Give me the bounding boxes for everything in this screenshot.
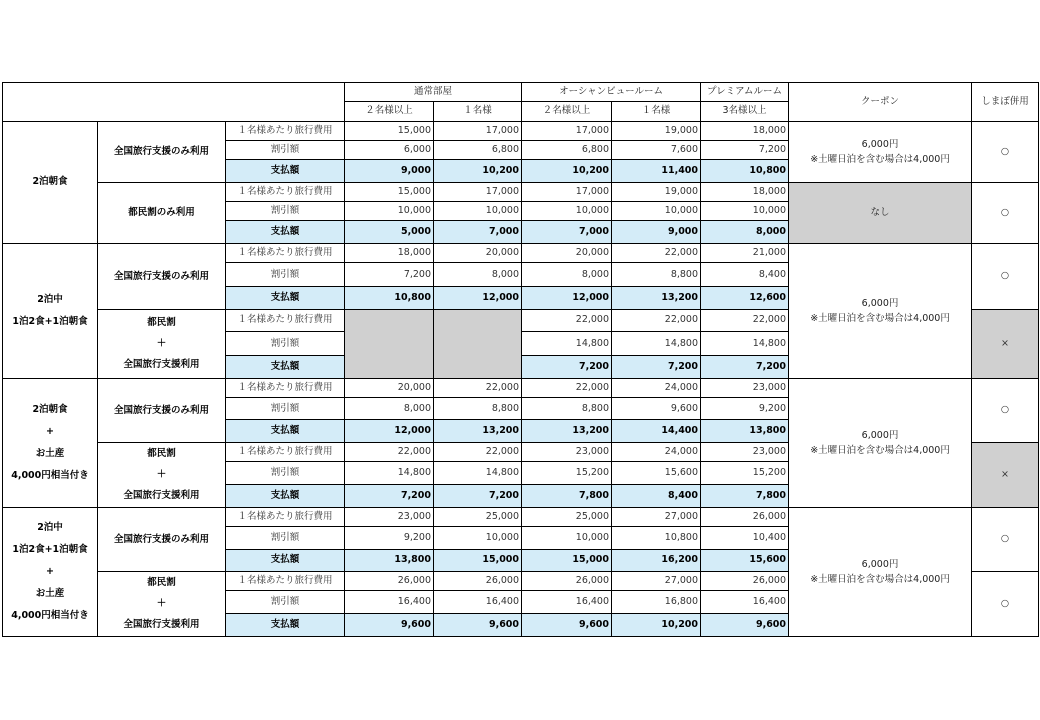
header-normal-two-plus: ２名様以上 <box>345 102 434 121</box>
cell-value: 26,000 <box>345 571 434 591</box>
row-label-pay: 支払額 <box>226 549 345 571</box>
cell-value: 6,000 <box>345 140 434 159</box>
shimapo-ng: × <box>972 442 1039 507</box>
cell-value: 17,000 <box>522 182 612 201</box>
header-coupon: クーポン <box>789 83 972 122</box>
cell-value: 27,000 <box>612 571 701 591</box>
cell-value: 10,000 <box>434 201 522 220</box>
cell-value: 26,000 <box>701 507 789 526</box>
cell-value: 18,000 <box>701 121 789 140</box>
cell-value: 6,800 <box>522 140 612 159</box>
row-label-discount: 割引額 <box>226 591 345 614</box>
header-ocean-two-plus: ２名様以上 <box>522 102 612 121</box>
cell-value: 7,600 <box>612 140 701 159</box>
cell-value: 23,000 <box>522 442 612 462</box>
cell-value: 9,600 <box>612 398 701 420</box>
plan-label-zenkoku-only: 全国旅行支援のみ利用 <box>98 507 226 571</box>
cell-value: 9,600 <box>522 614 612 637</box>
plan-label-zenkoku-only: 全国旅行支援のみ利用 <box>98 378 226 442</box>
row-label-fee: １名様あたり旅行費用 <box>226 121 345 140</box>
cell-value: 9,200 <box>345 527 434 549</box>
row-label-pay: 支払額 <box>226 485 345 508</box>
cell-value: 15,200 <box>522 462 612 485</box>
row-label-discount: 割引額 <box>226 462 345 485</box>
cell-value: 7,800 <box>522 485 612 508</box>
plan-label-zenkoku-only: 全国旅行支援のみ利用 <box>98 121 226 182</box>
cell-value: 15,000 <box>522 549 612 571</box>
cell-value: 6,800 <box>434 140 522 159</box>
cell-value: 10,000 <box>522 527 612 549</box>
cell-value: 25,000 <box>522 507 612 526</box>
plan-label-tomin-plus-zenkoku: 都民割 ＋ 全国旅行支援利用 <box>98 571 226 636</box>
row-label-fee: １名様あたり旅行費用 <box>226 243 345 262</box>
row-label-pay: 支払額 <box>226 356 345 378</box>
row-label-discount: 割引額 <box>226 140 345 159</box>
shimapo-ok: ○ <box>972 243 1039 309</box>
row-label-fee: １名様あたり旅行費用 <box>226 571 345 591</box>
cell-value: 22,000 <box>612 309 701 331</box>
price-table <box>2 82 1039 637</box>
cell-value: 8,400 <box>612 485 701 508</box>
cell-value: 15,200 <box>701 462 789 485</box>
cell-value: 19,000 <box>612 121 701 140</box>
cell-value: 18,000 <box>701 182 789 201</box>
cell-value: 22,000 <box>345 442 434 462</box>
cell-value: 8,000 <box>701 221 789 243</box>
cell-value: 12,000 <box>345 420 434 442</box>
header-room-ocean: オーシャンビュールーム <box>522 83 701 102</box>
cell-value: 20,000 <box>434 243 522 262</box>
shimapo-ok: ○ <box>972 182 1039 243</box>
cell-value: 8,000 <box>345 398 434 420</box>
row-label-fee: １名様あたり旅行費用 <box>226 309 345 331</box>
cell-value: 14,400 <box>612 420 701 442</box>
cell-value: 10,800 <box>612 527 701 549</box>
cell-value: 10,000 <box>434 527 522 549</box>
cell-value: 15,000 <box>345 121 434 140</box>
cell-value: 14,800 <box>612 332 701 356</box>
table-row <box>3 243 1039 262</box>
header-room-premium: プレミアムルーム <box>701 83 789 102</box>
cell-value: 12,000 <box>434 287 522 309</box>
row-label-pay: 支払額 <box>226 614 345 637</box>
corner-cell <box>3 83 345 122</box>
cell-value: 7,800 <box>701 485 789 508</box>
cell-value: 7,000 <box>522 221 612 243</box>
header-ocean-one: １名様 <box>612 102 701 121</box>
cell-value: 16,400 <box>434 591 522 614</box>
cell-value: 22,000 <box>701 309 789 331</box>
coupon-cell: 6,000円 ※土曜日泊を含む場合は4,000円 <box>789 507 972 636</box>
shimapo-ok: ○ <box>972 571 1039 636</box>
cell-value: 22,000 <box>612 243 701 262</box>
header-premium-three-plus: 3名様以上 <box>701 102 789 121</box>
row-label-discount: 割引額 <box>226 398 345 420</box>
cell-value: 10,800 <box>345 287 434 309</box>
cell-value: 10,000 <box>522 201 612 220</box>
row-label-fee: １名様あたり旅行費用 <box>226 378 345 397</box>
cell-value: 22,000 <box>434 442 522 462</box>
cell-value: 20,000 <box>522 243 612 262</box>
cell-value: 13,200 <box>522 420 612 442</box>
group-label-3: 2泊朝食 + お土産 4,000円相当付き <box>3 378 98 507</box>
cell-value: 20,000 <box>345 378 434 397</box>
coupon-cell: 6,000円 ※土曜日泊を含む場合は4,000円 <box>789 121 972 182</box>
cell-value: 12,000 <box>522 287 612 309</box>
cell-value: 13,800 <box>701 420 789 442</box>
cell-value: 15,600 <box>612 462 701 485</box>
shimapo-ok: ○ <box>972 507 1039 571</box>
unavailable-cell <box>434 309 522 378</box>
cell-value: 22,000 <box>434 378 522 397</box>
cell-value: 7,200 <box>701 140 789 159</box>
cell-value: 25,000 <box>434 507 522 526</box>
cell-value: 8,400 <box>701 262 789 286</box>
cell-value: 19,000 <box>612 182 701 201</box>
cell-value: 7,200 <box>522 356 612 378</box>
table-row <box>3 507 1039 526</box>
cell-value: 24,000 <box>612 442 701 462</box>
cell-value: 9,200 <box>701 398 789 420</box>
cell-value: 27,000 <box>612 507 701 526</box>
cell-value: 15,000 <box>345 182 434 201</box>
cell-value: 11,400 <box>612 160 701 182</box>
cell-value: 18,000 <box>345 243 434 262</box>
header-shimapo: しまぽ併用 <box>972 83 1039 122</box>
row-label-fee: １名様あたり旅行費用 <box>226 507 345 526</box>
row-label-discount: 割引額 <box>226 527 345 549</box>
table-row <box>3 378 1039 397</box>
cell-value: 14,800 <box>434 462 522 485</box>
cell-value: 7,200 <box>701 356 789 378</box>
shimapo-ok: ○ <box>972 378 1039 442</box>
row-label-pay: 支払額 <box>226 221 345 243</box>
cell-value: 24,000 <box>612 378 701 397</box>
row-label-pay: 支払額 <box>226 287 345 309</box>
cell-value: 9,000 <box>612 221 701 243</box>
cell-value: 7,200 <box>434 485 522 508</box>
cell-value: 7,000 <box>434 221 522 243</box>
cell-value: 12,600 <box>701 287 789 309</box>
row-label-discount: 割引額 <box>226 262 345 286</box>
row-label-pay: 支払額 <box>226 420 345 442</box>
cell-value: 14,800 <box>522 332 612 356</box>
cell-value: 17,000 <box>434 182 522 201</box>
group-label-1: 2泊朝食 <box>3 121 98 243</box>
header-normal-one: １名様 <box>434 102 522 121</box>
cell-value: 5,000 <box>345 221 434 243</box>
cell-value: 9,600 <box>345 614 434 637</box>
cell-value: 16,400 <box>522 591 612 614</box>
plan-label-tomin-plus-zenkoku: 都民割 ＋ 全国旅行支援利用 <box>98 309 226 378</box>
cell-value: 17,000 <box>522 121 612 140</box>
cell-value: 26,000 <box>522 571 612 591</box>
cell-value: 16,400 <box>701 591 789 614</box>
coupon-cell: 6,000円 ※土曜日泊を含む場合は4,000円 <box>789 243 972 378</box>
plan-label-tomin-only: 都民割のみ利用 <box>98 182 226 243</box>
cell-value: 8,800 <box>434 398 522 420</box>
cell-value: 26,000 <box>434 571 522 591</box>
cell-value: 13,800 <box>345 549 434 571</box>
plan-label-zenkoku-only: 全国旅行支援のみ利用 <box>98 243 226 309</box>
row-label-discount: 割引額 <box>226 201 345 220</box>
cell-value: 8,000 <box>522 262 612 286</box>
cell-value: 16,400 <box>345 591 434 614</box>
cell-value: 10,000 <box>612 201 701 220</box>
cell-value: 26,000 <box>701 571 789 591</box>
cell-value: 14,800 <box>345 462 434 485</box>
cell-value: 23,000 <box>701 442 789 462</box>
group-label-2: 2泊中 1泊2食+1泊朝食 <box>3 243 98 378</box>
cell-value: 7,200 <box>612 356 701 378</box>
coupon-none: なし <box>789 182 972 243</box>
cell-value: 9,600 <box>701 614 789 637</box>
cell-value: 8,800 <box>522 398 612 420</box>
table-row <box>3 121 1039 140</box>
cell-value: 23,000 <box>345 507 434 526</box>
cell-value: 9,000 <box>345 160 434 182</box>
unavailable-cell <box>345 309 434 378</box>
table-row <box>3 182 1039 201</box>
cell-value: 10,400 <box>701 527 789 549</box>
cell-value: 22,000 <box>522 309 612 331</box>
cell-value: 10,800 <box>701 160 789 182</box>
row-label-fee: １名様あたり旅行費用 <box>226 182 345 201</box>
cell-value: 9,600 <box>434 614 522 637</box>
cell-value: 7,200 <box>345 262 434 286</box>
cell-value: 17,000 <box>434 121 522 140</box>
cell-value: 22,000 <box>522 378 612 397</box>
cell-value: 10,200 <box>612 614 701 637</box>
plan-label-tomin-plus-zenkoku: 都民割 ＋ 全国旅行支援利用 <box>98 442 226 507</box>
cell-value: 23,000 <box>701 378 789 397</box>
cell-value: 10,200 <box>522 160 612 182</box>
row-label-discount: 割引額 <box>226 332 345 356</box>
cell-value: 14,800 <box>701 332 789 356</box>
cell-value: 15,000 <box>434 549 522 571</box>
cell-value: 16,800 <box>612 591 701 614</box>
cell-value: 16,200 <box>612 549 701 571</box>
coupon-cell: 6,000円 ※土曜日泊を含む場合は4,000円 <box>789 378 972 507</box>
cell-value: 10,000 <box>701 201 789 220</box>
cell-value: 15,600 <box>701 549 789 571</box>
cell-value: 10,200 <box>434 160 522 182</box>
cell-value: 8,000 <box>434 262 522 286</box>
cell-value: 21,000 <box>701 243 789 262</box>
shimapo-ok: ○ <box>972 121 1039 182</box>
shimapo-ng: × <box>972 309 1039 378</box>
cell-value: 10,000 <box>345 201 434 220</box>
cell-value: 8,800 <box>612 262 701 286</box>
row-label-pay: 支払額 <box>226 160 345 182</box>
row-label-fee: １名様あたり旅行費用 <box>226 442 345 462</box>
cell-value: 13,200 <box>612 287 701 309</box>
cell-value: 13,200 <box>434 420 522 442</box>
cell-value: 7,200 <box>345 485 434 508</box>
header-room-normal: 通常部屋 <box>345 83 522 102</box>
group-label-4: 2泊中 1泊2食+1泊朝食 + お土産 4,000円相当付き <box>3 507 98 636</box>
